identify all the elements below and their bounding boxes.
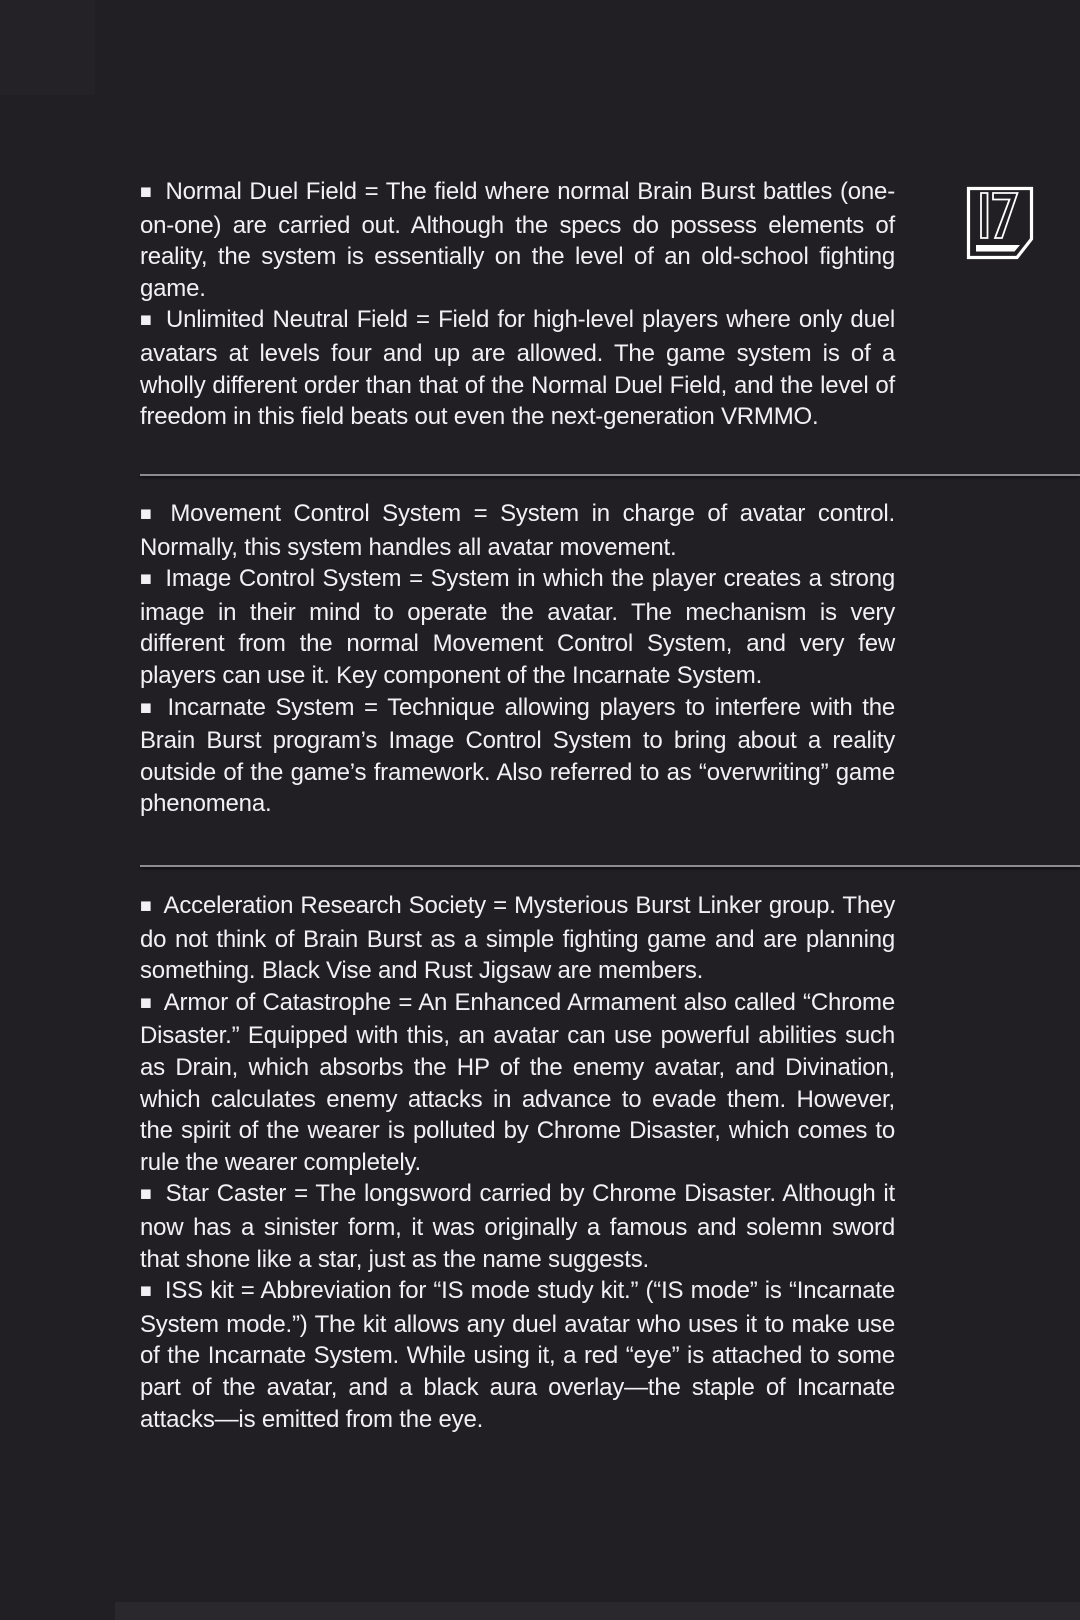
section-divider — [140, 865, 1080, 867]
page-number-digit-1 — [981, 193, 988, 238]
entry-text: Movement Control System = System in charge of avatar control. Normally, this system handles all avatar movement. — [140, 500, 895, 561]
bullet-square-icon: ■ — [140, 991, 152, 1014]
glossary-entry — [140, 304, 895, 432]
bullet-square-icon: ■ — [140, 696, 152, 719]
glossary-entry — [140, 1178, 895, 1275]
bullet-square-icon: ■ — [140, 309, 152, 332]
bullet-square-icon: ■ — [140, 568, 152, 591]
scan-texture-patch — [0, 0, 95, 95]
bullet-square-icon: ■ — [140, 1280, 152, 1303]
entry-text: Armor of Catastrophe = An Enhanced Armament also called “Chrome Disaster.” Equipped with this, an avatar can use powerful abilities such as Drain, which absorbs the HP of the enemy avatar, and Divination, which calculates enemy attacks in advance to evade them. However, the spirit of the wearer is polluted by Chrome Disaster, which comes to rule the wearer completely. — [140, 988, 895, 1176]
bullet-square-icon: ■ — [140, 503, 152, 525]
page-corner-icon — [966, 186, 1034, 260]
page-number-marker — [966, 186, 1034, 260]
entry-text: Normal Duel Field = The field where normal Brain Burst battles (one-on-one) are carried out. Although the specs do possess elements of reality, the system is essentially on the level of an old-school fighting game. — [140, 178, 895, 302]
glossary-section-items — [140, 890, 895, 1435]
glossary-entry — [140, 890, 895, 987]
entry-text: ISS kit = Abbreviation for “IS mode study kit.” (“IS mode” is “Incarnate System mode.”) The kit allows any duel avatar who uses it to make use of the Incarnate System. While using it, a red “eye” is attached to some part of the avatar, and a black aura overlay—the staple of Incarnate attacks—is emitted from the eye. — [140, 1277, 895, 1433]
glossary-section-systems — [140, 498, 895, 820]
bullet-square-icon: ■ — [140, 895, 152, 917]
glossary-entry — [140, 1275, 895, 1435]
entry-text: Unlimited Neutral Field = Field for high-level players where only duel avatars at levels four and up are allowed. The game system is of a wholly different order than that of the Normal Duel Field, and the level of freedom in this field beats out even the next-generation VRMMO. — [140, 306, 895, 431]
bullet-square-icon: ■ — [140, 1183, 152, 1206]
entry-text: Incarnate System = Technique allowing players to interfere with the Brain Burst program’s Image Control System to bring about a reality outside of the game’s framework. Also referred to as “overwriting” game phenomena. — [140, 693, 895, 818]
glossary-entry — [140, 692, 895, 820]
glossary-entry — [140, 498, 895, 563]
page-number-digit-7 — [993, 193, 1018, 238]
bullet-square-icon: ■ — [140, 181, 152, 203]
section-divider — [140, 474, 1080, 476]
glossary-entry — [140, 563, 895, 691]
entry-text: Image Control System = System in which the player creates a strong image in their mind to operate the avatar. The mechanism is very different from the normal Movement Control System, and very few players can use it. Key component of the Incarnate System. — [140, 565, 896, 689]
page-bottom-strip — [115, 1602, 1080, 1620]
glossary-entry — [140, 176, 895, 304]
entry-text: Star Caster = The longsword carried by Chrome Disaster. Although it now has a sinister form, it was originally a famous and solemn sword that shone like a star, just as the name suggests. — [140, 1180, 896, 1273]
glossary-section-fields — [140, 176, 895, 433]
entry-text: Acceleration Research Society = Mysterious Burst Linker group. They do not think of Brain Burst as a simple fighting game and are planning something. Black Vise and Rust Jigsaw are members. — [140, 892, 895, 985]
glossary-entry — [140, 987, 895, 1179]
